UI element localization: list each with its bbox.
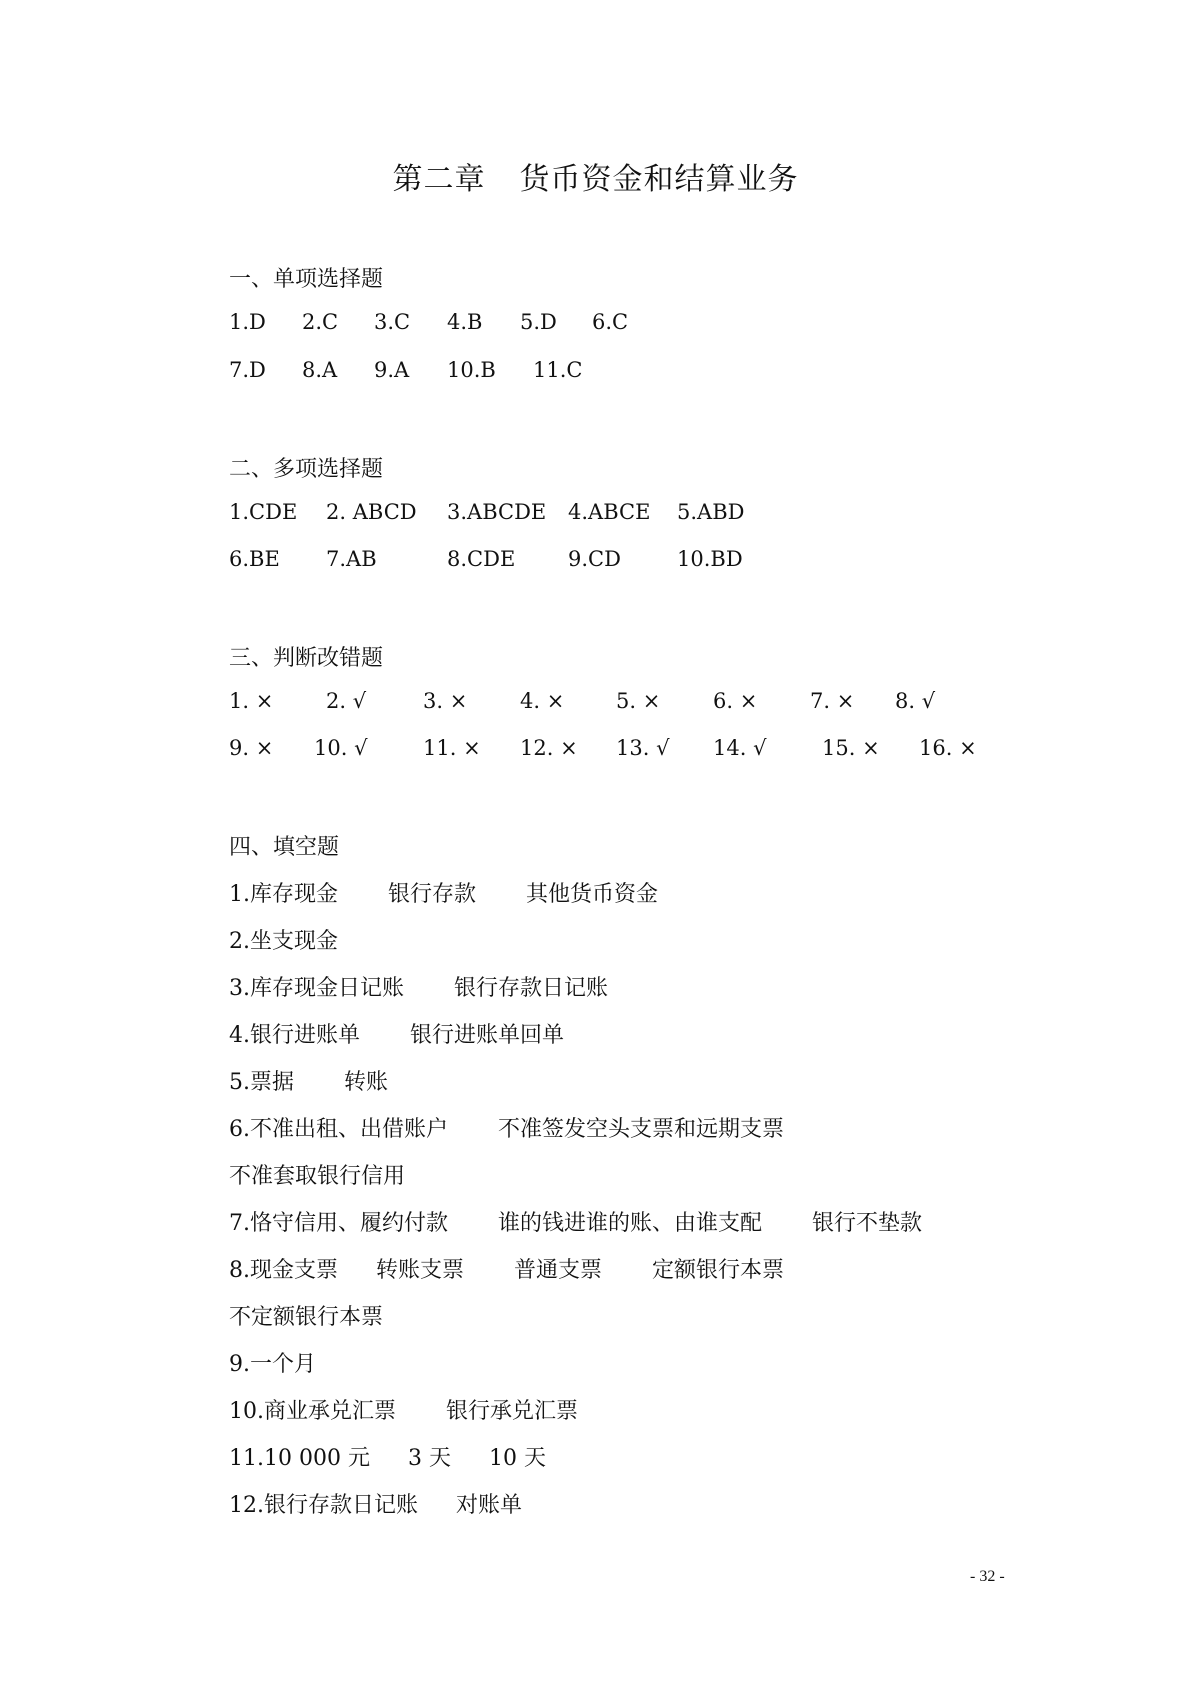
fill-line — [229, 924, 338, 955]
fill-answer: 转账 — [344, 1070, 389, 1095]
answer-item: 3.C — [374, 310, 411, 334]
fill-answer: 其他货币资金 — [526, 882, 659, 907]
answer-item: 10.BD — [677, 547, 743, 571]
answer-item: 2. √ — [326, 689, 367, 713]
fill-answer: 7.恪守信用、履约付款 — [229, 1211, 448, 1236]
fill-answer: 银行承兑汇票 — [446, 1399, 579, 1424]
fill-line — [229, 1253, 784, 1284]
answer-item: 9.A — [374, 358, 410, 382]
fill-line — [229, 1018, 564, 1049]
fill-answer: 5.票据 — [229, 1070, 294, 1095]
fill-answer: 6.不准出租、出借账户 — [229, 1117, 448, 1142]
answer-item: 1.CDE — [229, 500, 298, 524]
answer-item: 9.CD — [568, 547, 621, 571]
fill-line — [229, 1159, 405, 1190]
fill-line — [229, 1347, 316, 1378]
fill-answer: 3 天 — [407, 1446, 451, 1471]
answer-item: 7.D — [229, 358, 266, 382]
fill-line — [229, 1394, 578, 1425]
answer-item: 4.ABCE — [568, 500, 651, 524]
page-number: - 32 - — [970, 1568, 1005, 1585]
answer-item: 5. × — [616, 689, 661, 713]
section-heading-single-choice: 一、单项选择题 — [229, 267, 384, 292]
section-heading-multiple-choice: 二、多项选择题 — [229, 457, 384, 482]
answer-item: 1.D — [229, 310, 266, 334]
fill-answer: 10.商业承兑汇票 — [229, 1399, 396, 1424]
answer-item: 4.B — [447, 310, 483, 334]
answer-item: 2. ABCD — [326, 500, 417, 524]
fill-answer: 银行进账单回单 — [410, 1023, 565, 1048]
fill-answer: 不准套取银行信用 — [229, 1164, 406, 1189]
answer-item: 15. × — [822, 736, 880, 760]
fill-answer: 11.10 000 元 — [229, 1446, 370, 1471]
fill-answer: 定额银行本票 — [652, 1258, 785, 1283]
answer-item: 2.C — [302, 310, 339, 334]
answer-item: 8. √ — [895, 689, 936, 713]
fill-line — [229, 1065, 388, 1096]
answer-item: 14. √ — [713, 736, 767, 760]
answer-item: 3.ABCDE — [447, 500, 547, 524]
answer-item: 6.C — [592, 310, 629, 334]
fill-answer: 银行不垫款 — [812, 1211, 923, 1236]
fill-answer: 谁的钱进谁的账、由谁支配 — [498, 1211, 763, 1236]
fill-answer: 1.库存现金 — [229, 882, 338, 907]
fill-line — [229, 877, 658, 908]
answer-item: 9. × — [229, 736, 274, 760]
fill-answer: 4.银行进账单 — [229, 1023, 360, 1048]
section-heading-fill-blank: 四、填空题 — [229, 835, 340, 860]
answer-item: 7. × — [810, 689, 855, 713]
answer-item: 8.A — [302, 358, 338, 382]
answer-item: 10. √ — [314, 736, 368, 760]
fill-line — [229, 1206, 922, 1237]
fill-line — [229, 971, 608, 1002]
fill-line — [229, 1112, 784, 1143]
answer-item: 12. × — [520, 736, 578, 760]
section-heading-true-false: 三、判断改错题 — [229, 646, 384, 671]
fill-answer: 2.坐支现金 — [229, 929, 338, 954]
answer-item: 3. × — [423, 689, 468, 713]
chapter-number: 第二章 — [392, 162, 486, 197]
chapter-title — [0, 154, 1191, 198]
chapter-name: 货币资金和结算业务 — [519, 162, 799, 197]
fill-line — [229, 1300, 383, 1331]
answer-item: 16. × — [919, 736, 977, 760]
answer-item: 1. × — [229, 689, 274, 713]
answer-item: 8.CDE — [447, 547, 516, 571]
answer-item: 5.ABD — [677, 500, 745, 524]
fill-answer: 不准签发空头支票和远期支票 — [498, 1117, 785, 1142]
answer-item: 13. √ — [616, 736, 670, 760]
answer-item: 5.D — [520, 310, 557, 334]
fill-answer: 普通支票 — [514, 1258, 603, 1283]
fill-answer: 10 天 — [488, 1446, 546, 1471]
answer-item: 11.C — [533, 358, 583, 382]
fill-line — [229, 1441, 546, 1472]
fill-answer: 对账单 — [456, 1493, 523, 1518]
fill-answer: 转账支票 — [376, 1258, 465, 1283]
fill-answer: 3.库存现金日记账 — [229, 976, 404, 1001]
fill-line — [229, 1488, 522, 1519]
answer-item: 4. × — [520, 689, 565, 713]
fill-answer: 9.一个月 — [229, 1352, 316, 1377]
fill-answer: 银行存款日记账 — [454, 976, 609, 1001]
answer-item: 7.AB — [326, 547, 377, 571]
fill-answer: 8.现金支票 — [229, 1258, 338, 1283]
fill-answer: 不定额银行本票 — [229, 1305, 384, 1330]
answer-item: 6.BE — [229, 547, 280, 571]
answer-item: 11. × — [423, 736, 481, 760]
answer-item: 10.B — [447, 358, 496, 382]
fill-answer: 银行存款 — [388, 882, 477, 907]
fill-answer: 12.银行存款日记账 — [229, 1493, 418, 1518]
answer-item: 6. × — [713, 689, 758, 713]
